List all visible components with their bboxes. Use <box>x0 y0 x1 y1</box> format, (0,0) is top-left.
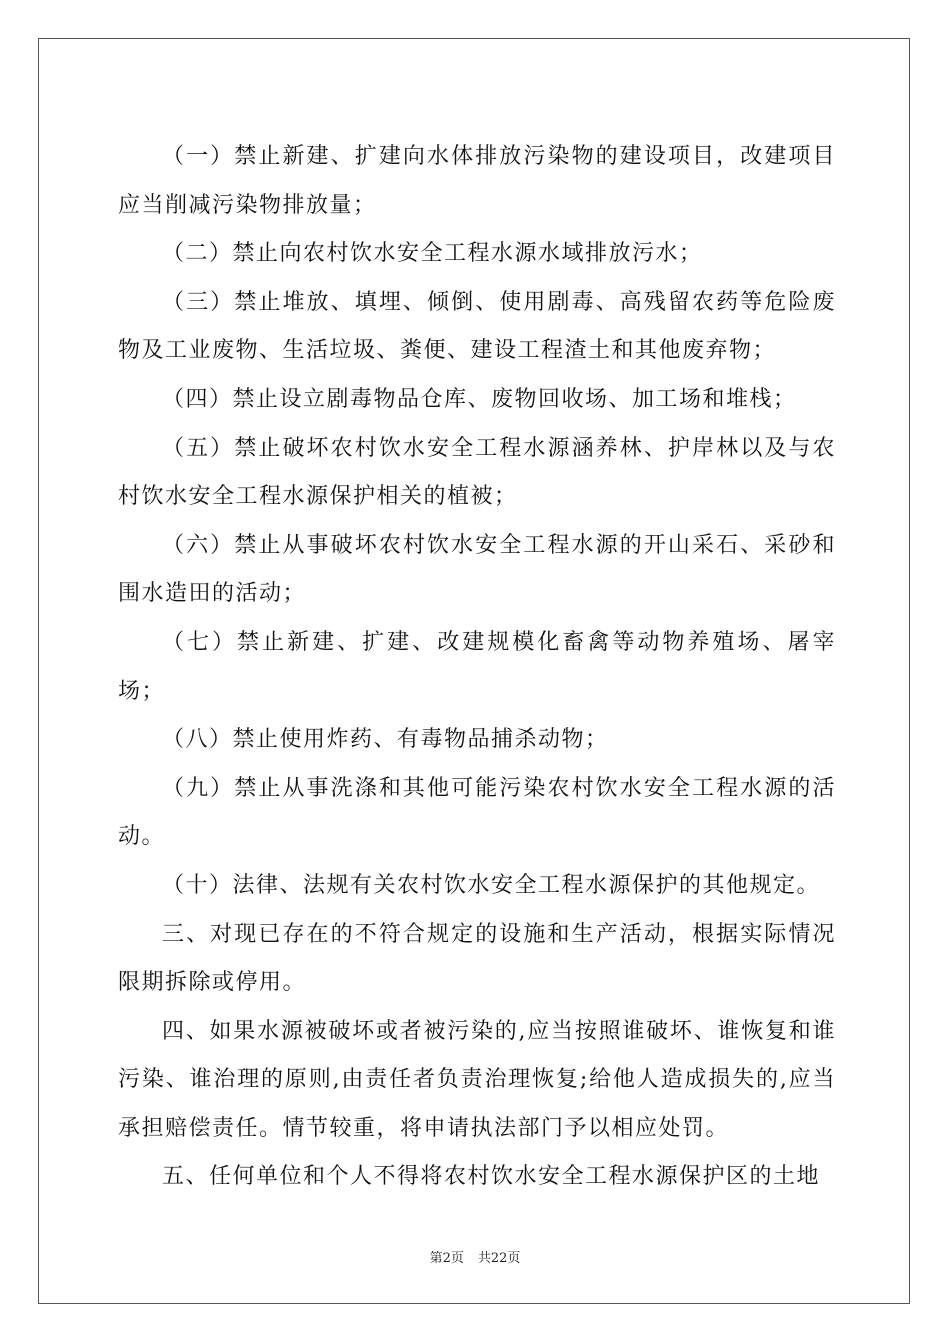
document-body <box>118 133 836 1202</box>
paragraph-9: （九）禁止从事洗涤和其他可能污染农村饮水安全工程水源的活动。 <box>118 775 836 850</box>
paragraph-2: （二）禁止向农村饮水安全工程水源水域排放污水； <box>162 241 703 267</box>
paragraph-6: （六）禁止从事破坏农村饮水安全工程水源的开山采石、采砂和围水造田的活动； <box>118 532 836 607</box>
page-total: 共22页 <box>477 1251 521 1266</box>
paragraph-12: 四、如果水源被破坏或者被污染的,应当按照谁破坏、谁恢复和谁污染、谁治理的原则,由责任者负责治理恢复;给他人造成损失的,应当承担赔偿责任。情节较重，将申请执法部门予以相应处罚。 <box>118 1018 836 1141</box>
paragraph-8: （八）禁止使用炸药、有毒物品捕杀动物； <box>162 727 609 753</box>
paragraph-10: （十）法律、法规有关农村饮水安全工程水源保护的其他规定。 <box>162 872 821 898</box>
paragraph-13: 五、任何单位和个人不得将农村饮水安全工程水源保护区的土地 <box>162 1164 821 1190</box>
paragraph-7: （七）禁止新建、扩建、改建规模化畜禽等动物养殖场、屠宰场； <box>118 629 836 704</box>
paragraph-5: （五）禁止破坏农村饮水安全工程水源涵养林、护岸林以及与农村饮水安全工程水源保护相关的植被； <box>118 435 836 510</box>
paragraph-4: （四）禁止设立剧毒物品仓库、废物回收场、加工场和堆栈； <box>162 386 797 412</box>
paragraph-3: （三）禁止堆放、填埋、倾倒、使用剧毒、高残留农药等危险废物及工业废物、生活垃圾、粪便、建设工程渣土和其他废弃物； <box>118 289 836 364</box>
page-number: 第2页 <box>429 1251 464 1266</box>
page-footer <box>0 1247 950 1266</box>
paragraph-1: （一）禁止新建、扩建向水体排放污染物的建设项目，改建项目应当削减污染物排放量； <box>118 144 836 218</box>
paragraph-11: 三、对现已存在的不符合规定的设施和生产活动，根据实际情况限期拆除或停用。 <box>118 921 836 996</box>
